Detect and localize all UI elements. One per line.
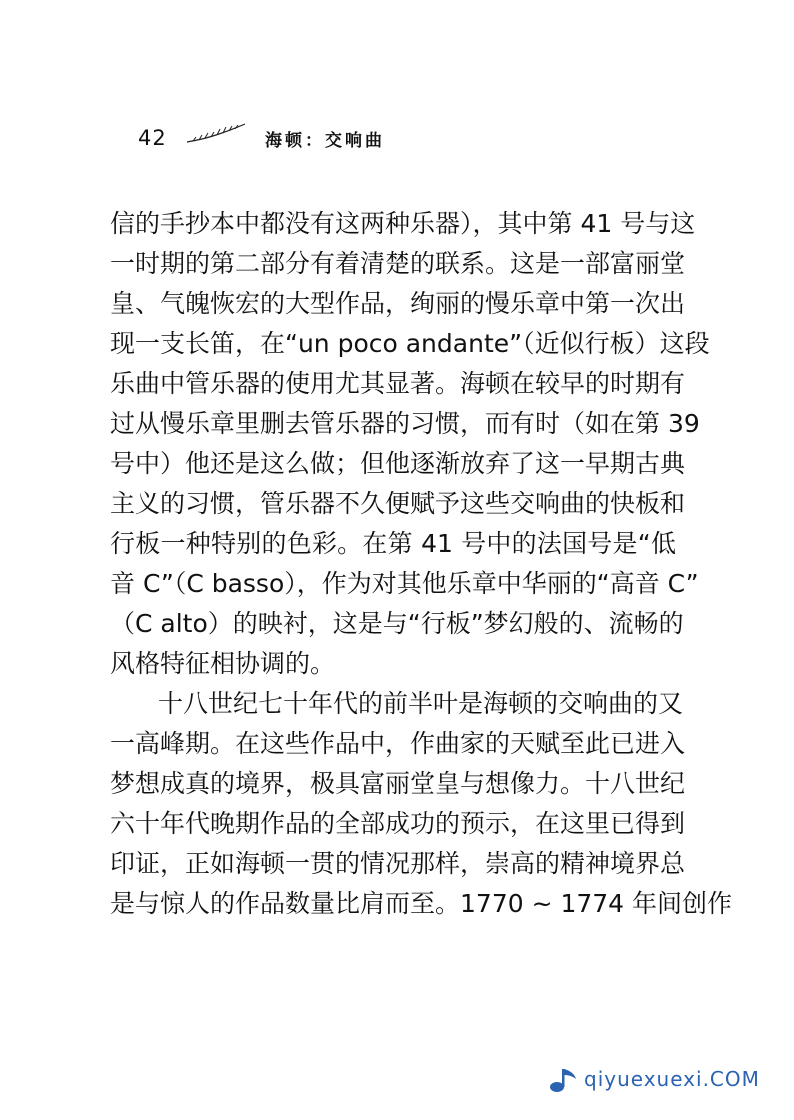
watermark-text: qiyuexuexi.COM bbox=[584, 1067, 760, 1091]
text-line: 印证，正如海顿一贯的情况那样，崇高的精神境界总 bbox=[110, 849, 686, 878]
feather-ornament-icon bbox=[185, 122, 247, 146]
text-line: 十八世纪七十年代的前半叶是海顿的交响曲的又 bbox=[158, 689, 684, 718]
text-line: 行板一种特别的色彩。在第 41 号中的法国号是“低 bbox=[110, 529, 676, 558]
text-line: （C alto）的映衬，这是与“行板”梦幻般的、流畅的 bbox=[110, 609, 684, 638]
page-header bbox=[138, 122, 438, 154]
text-line: 一时期的第二部分有着清楚的联系。这是一部富丽堂 bbox=[110, 249, 686, 278]
page-number: 42 bbox=[138, 126, 167, 150]
text-line: 六十年代晚期作品的全部成功的预示，在这里已得到 bbox=[110, 809, 686, 838]
text-line: 信的手抄本中都没有这两种乐器），其中第 41 号与这 bbox=[110, 209, 696, 238]
body-text bbox=[110, 204, 733, 924]
paragraph bbox=[110, 684, 733, 924]
text-line: 主义的习惯，管乐器不久便赋予这些交响曲的快板和 bbox=[110, 489, 686, 518]
text-line: 是与惊人的作品数量比肩而至。1770 ~ 1774 年间创作 bbox=[110, 889, 733, 918]
paragraph bbox=[110, 204, 710, 684]
site-watermark bbox=[546, 1064, 772, 1096]
text-line: 乐曲中管乐器的使用尤其显著。海顿在较早的时期有 bbox=[110, 369, 686, 398]
text-line: 风格特征相协调的。 bbox=[110, 649, 336, 678]
text-line: 现一支长笛，在“un poco andante”（近似行板）这段 bbox=[110, 329, 710, 358]
text-line: 过从慢乐章里删去管乐器的习惯，而有时（如在第 39 bbox=[110, 409, 700, 438]
running-title: 海顿：交响曲 bbox=[265, 131, 385, 151]
music-note-icon bbox=[546, 1066, 580, 1094]
text-line: 音 C”（C basso），作为对其他乐章中华丽的“高音 C” bbox=[110, 569, 699, 598]
text-line: 号中）他还是这么做；但他逐渐放弃了这一早期古典 bbox=[110, 449, 686, 478]
text-line: 皇、气魄恢宏的大型作品，绚丽的慢乐章中第一次出 bbox=[110, 289, 686, 318]
text-line: 一高峰期。在这些作品中，作曲家的天赋至此已进入 bbox=[110, 729, 686, 758]
text-line: 梦想成真的境界，极具富丽堂皇与想像力。十八世纪 bbox=[110, 769, 686, 798]
